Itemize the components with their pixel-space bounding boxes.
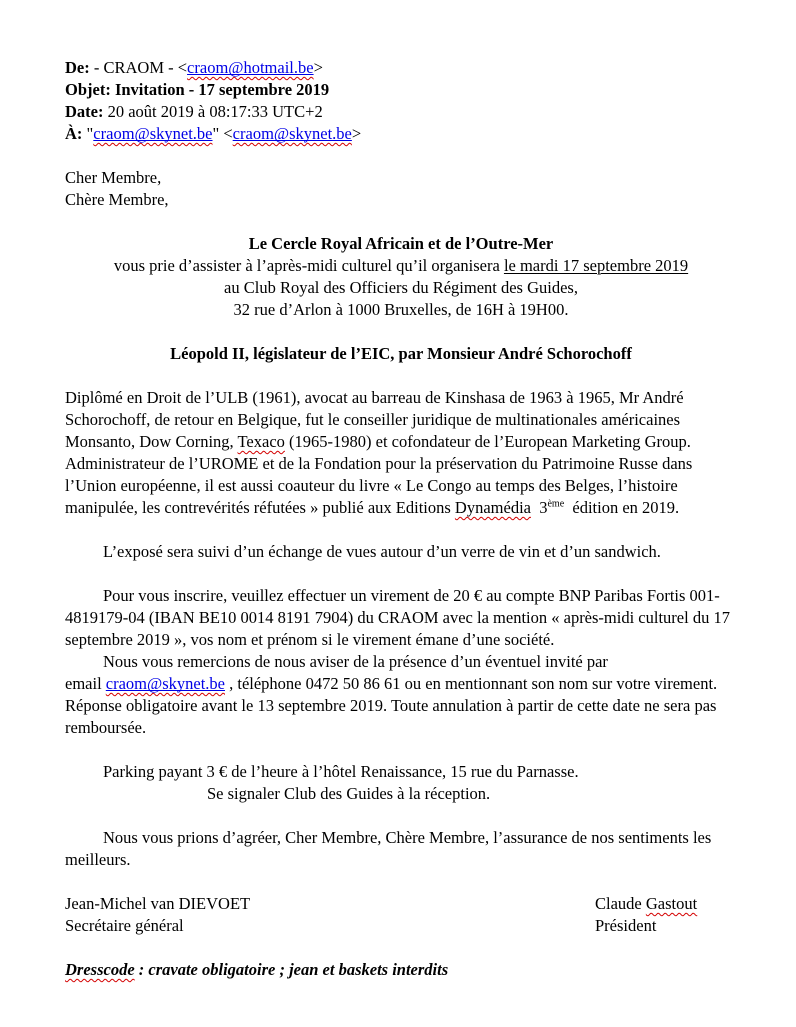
president-role: Président <box>595 916 657 935</box>
to-value-prefix: " <box>82 124 94 143</box>
rsvp-text-1: Nous vous remercions de nous aviser de la présence d’un éventuel invité par <box>103 652 608 671</box>
date-label: Date: <box>65 102 104 121</box>
bio-text-1: Diplômé en Droit de l’ULB (1961), avocat au barreau de Kinshasa de 1963 à 1965, Mr André Schorochoff, de retour en Belgique, fut le conseiller juridique de multinationales américaines Monsanto, Dow Corning, <box>65 388 688 451</box>
parking-line: Parking payant 3 € de l’heure à l’hôtel Renaissance, 15 rue du Parnasse. <box>103 762 579 781</box>
to-value-suffix: > <box>351 124 362 143</box>
expose-paragraph: L’exposé sera suivi d’un échange de vues autour d’un verre de vin et d’un sandwich. <box>103 542 661 561</box>
spacer <box>65 805 737 827</box>
bio-misspelled-dynamedia: Dynamédia <box>454 498 531 517</box>
to-email-wrap-2 <box>233 124 352 143</box>
from-value-prefix: - CRAOM - < <box>89 58 188 77</box>
from-label: De: <box>65 58 90 77</box>
email-header <box>65 57 737 145</box>
to-value-mid: " < <box>212 124 233 143</box>
date-value: 20 août 2019 à 08:17:33 UTC+2 <box>103 102 323 121</box>
to-email-link-1[interactable]: craom@skynet.be <box>93 124 213 143</box>
salutation-line-2: Chère Membre, <box>65 190 169 209</box>
invitation-line-3: 32 rue d’Arlon à 1000 Bruxelles, de 16H à 19H00. <box>233 300 569 319</box>
rsvp-paragraph <box>65 651 737 739</box>
header-field-from <box>65 57 737 79</box>
rsvp-text-1b: email <box>65 674 106 693</box>
president-name <box>595 893 737 915</box>
dresscode-word: Dresscode <box>65 960 135 979</box>
secretary-role: Secrétaire général <box>65 916 184 935</box>
reception-line: Se signaler Club des Guides à la réception. <box>207 784 491 803</box>
spacer <box>65 145 737 167</box>
bio-misspelled-texaco: Texaco <box>237 432 285 451</box>
rsvp-email-wrap <box>106 674 225 693</box>
spacer <box>65 365 737 387</box>
invitation-block <box>65 233 737 321</box>
signature-left <box>65 893 595 937</box>
event-date-underlined: le mardi 17 septembre 2019 <box>503 256 689 275</box>
header-field-to <box>65 123 737 145</box>
closing-paragraph: Nous vous prions d’agréer, Cher Membre, Chère Membre, l’assurance de nos sentiments les meilleurs. <box>65 828 716 869</box>
signature-block <box>65 893 737 937</box>
salutation-line-1: Cher Membre, <box>65 168 162 187</box>
bio-text-3: 3 <box>530 498 548 517</box>
rsvp-text-2: , téléphone 0472 50 86 61 ou en mentionnant son nom sur votre virement. Réponse obligatoire avant le 13 septembre 2019. Toute annulation à partir de cette date ne sera pas remboursée. <box>65 674 722 737</box>
to-label: À: <box>65 124 83 143</box>
invitation-line-1-text: vous prie d’assister à l’après-midi culturel qu’il organisera <box>113 256 504 275</box>
president-last-name: Gastout <box>645 894 698 913</box>
header-field-date <box>65 101 737 123</box>
to-email-wrap-1 <box>93 124 212 143</box>
bio-text-4: édition en 2019. <box>564 498 680 517</box>
talk-title: Léopold II, législateur de l’EIC, par Monsieur André Schorochoff <box>170 344 632 363</box>
spacer <box>65 211 737 233</box>
signature-right <box>595 893 737 937</box>
rsvp-email-link[interactable]: craom@skynet.be <box>105 674 225 693</box>
invitation-line-1 <box>65 255 737 277</box>
bio-superscript: ème <box>547 498 565 510</box>
spacer <box>65 563 737 585</box>
spacer <box>65 321 737 343</box>
from-email-link[interactable]: craom@hotmail.be <box>187 58 314 77</box>
salutation <box>65 167 737 211</box>
president-first-name: Claude <box>595 894 646 913</box>
from-email-wrap <box>187 58 314 77</box>
spacer <box>65 937 737 959</box>
spacer <box>65 519 737 541</box>
dresscode-rest: : cravate obligatoire ; jean et baskets interdits <box>134 960 449 979</box>
spacer <box>65 871 737 893</box>
secretary-name: Jean-Michel van DIEVOET <box>65 894 251 913</box>
spacer <box>65 739 737 761</box>
header-field-subject <box>65 79 737 101</box>
subject-label: Objet: <box>65 80 111 99</box>
speaker-bio-paragraph <box>65 387 737 519</box>
bio-text-2: (1965-1980) et cofondateur de l’European Marketing Group. Administrateur de l’UROME et de la Fondation pour la préservation du Patrimoine Russe dans l’Union européenne, il est aussi coauteur du livre « Le Congo au temps des Belges, l’histoire manipulée, les contrevérités réfutées » publié aux Editions <box>65 432 697 517</box>
inscription-paragraph: Pour vous inscrire, veuillez effectuer un virement de 20 € au compte BNP Paribas Fortis 001-4819179-04 (IBAN BE10 0014 8191 7904) du CRAOM avec la mention « après-midi culturel du 17 septembre 2019 », vos nom et prénom si le virement émane d’une société. <box>65 586 735 649</box>
to-email-link-2[interactable]: craom@skynet.be <box>232 124 352 143</box>
dresscode-line <box>65 959 737 981</box>
organization-name: Le Cercle Royal Africain et de l’Outre-Mer <box>248 234 554 253</box>
subject-value: Invitation - 17 septembre 2019 <box>110 80 330 99</box>
from-value-suffix: > <box>313 58 323 77</box>
invitation-line-2: au Club Royal des Officiers du Régiment des Guides, <box>224 278 578 297</box>
